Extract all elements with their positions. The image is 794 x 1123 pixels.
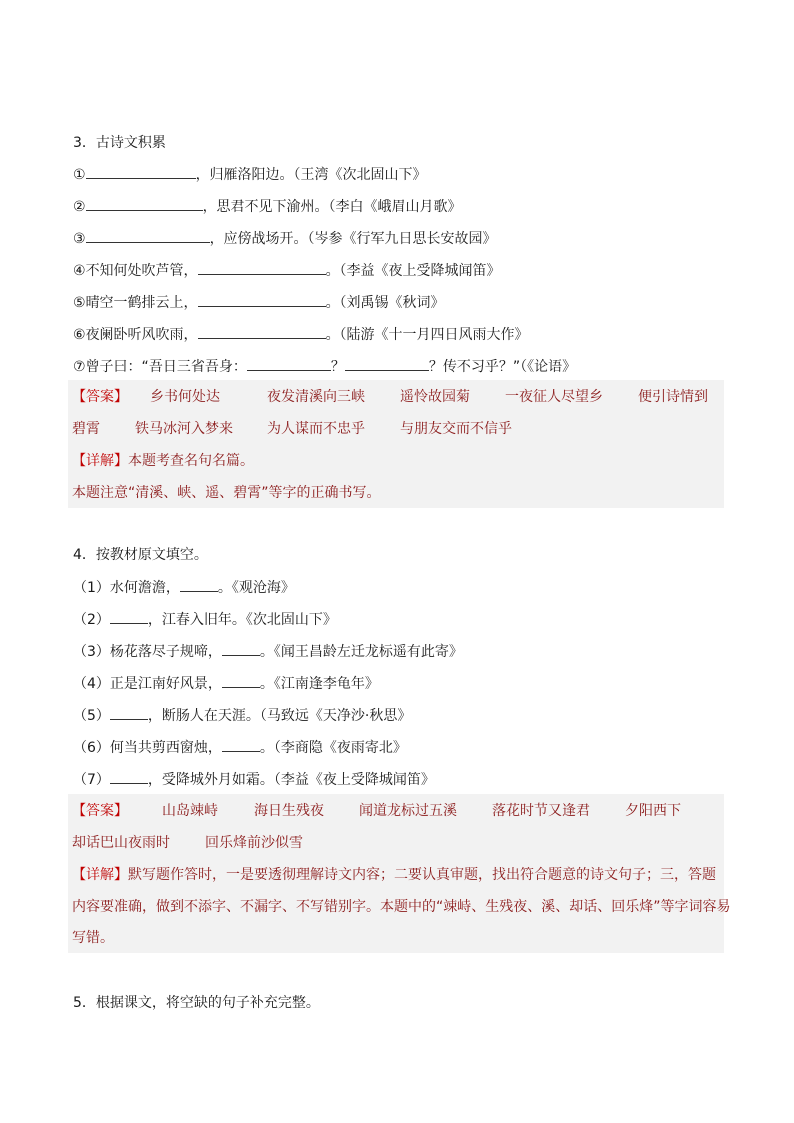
item-number: ① (73, 167, 86, 183)
answer-blank[interactable] (222, 641, 260, 656)
question-5-title: 5．根据课文，将空缺的句子补充完整。 (73, 995, 320, 1011)
item-number: ⑦ (73, 359, 86, 375)
answer-item: 乡书何处达 (150, 389, 220, 405)
item-number: （3） (73, 644, 110, 660)
answer-blank[interactable] (110, 705, 148, 720)
q3-item-3: ③ ，应傍战场开。（岑参《行军九日思长安故园》 (73, 228, 497, 249)
answer-item: 便引诗情到 (638, 389, 708, 405)
q4-item-6: （6）何当共剪西窗烛， 。（李商隐《夜雨寄北》 (73, 737, 407, 758)
q3-detail-row-2: 本题注意“清溪、峡、遥、碧霄”等字的正确书写。 (72, 485, 381, 501)
answer-blank[interactable] (222, 673, 260, 688)
answer-item: 一夜征人尽望乡 (505, 389, 603, 405)
q4-item-3: （3）杨花落尽子规啼， 。《闻王昌龄左迁龙标遥有此寄》 (73, 641, 463, 662)
answer-item: 山岛竦峙 (162, 803, 218, 819)
answer-item: 落花时节又逢君 (492, 803, 590, 819)
answer-blank[interactable] (86, 164, 196, 179)
detail-tag: 【详解】 (72, 453, 128, 469)
q4-detail-row-1: 【详解】默写题作答时，一是要透彻理解诗文内容；二要认真审题，找出符合题意的诗文句子；三，答题 (72, 867, 716, 883)
answer-item: 遥怜故园菊 (400, 389, 470, 405)
answer-item: 闻道龙标过五溪 (359, 803, 457, 819)
q4-answer-row-1 (72, 801, 720, 821)
answer-blank[interactable] (247, 356, 331, 371)
question-4-title: 4．按教材原文填空。 (73, 547, 208, 563)
item-number: （2） (73, 612, 110, 628)
q4-answer-box (68, 794, 731, 953)
q4-detail-row-3: 写错。 (72, 930, 114, 946)
q3-detail-row-1: 【详解】本题考查名句名篇。 (72, 453, 254, 469)
answer-blank[interactable] (180, 577, 218, 592)
answer-item: 夕阳西下 (625, 803, 681, 819)
answer-blank[interactable] (86, 228, 210, 243)
answer-item: 与朋友交而不信乎 (400, 421, 512, 437)
answer-blank[interactable] (222, 737, 260, 752)
item-number: （7） (73, 772, 110, 788)
detail-tag: 【详解】 (72, 867, 128, 883)
answer-item: 海日生残夜 (254, 803, 324, 819)
answer-item: 碧霄 (72, 421, 100, 437)
q3-item-4: ④不知何处吹芦管， 。（李益《夜上受降城闻笛》 (73, 260, 501, 281)
answer-blank[interactable] (110, 769, 148, 784)
item-number: ⑤ (73, 295, 86, 311)
answer-item: 却话巴山夜雨时 (72, 835, 170, 851)
q4-item-5: （5） ，断肠人在天涯。（马致远《天净沙·秋思》 (73, 705, 411, 726)
answer-blank[interactable] (198, 260, 326, 275)
answer-item: 铁马冰河入梦来 (135, 421, 233, 437)
q3-item-5: ⑤晴空一鹤排云上， 。（刘禹锡《秋词》 (73, 292, 445, 313)
answer-blank[interactable] (345, 356, 429, 371)
q3-item-2: ② ，思君不见下渝州。（李白《峨眉山月歌》 (73, 196, 462, 217)
answer-item: 为人谋而不忠乎 (267, 421, 365, 437)
answer-blank[interactable] (110, 609, 148, 624)
item-number: ② (73, 199, 86, 215)
q4-item-7: （7） ，受降城外月如霜。（李益《夜上受降城闻笛》 (73, 769, 435, 790)
answer-tag: 【答案】 (72, 389, 128, 405)
item-number: ③ (73, 231, 86, 247)
q3-answer-box (68, 380, 724, 508)
item-number: （6） (73, 740, 110, 756)
answer-item: 夜发清溪向三峡 (267, 389, 365, 405)
q3-item-6: ⑥夜阑卧听风吹雨， 。（陆游《十一月四日风雨大作》 (73, 324, 529, 345)
question-3-title: 3．古诗文积累 (73, 135, 166, 151)
item-number: ⑥ (73, 327, 86, 343)
answer-tag: 【答案】 (72, 803, 128, 819)
answer-blank[interactable] (86, 196, 203, 211)
q4-item-1: （1）水何澹澹， 。《观沧海》 (73, 577, 295, 598)
answer-item: 回乐烽前沙似雪 (205, 835, 303, 851)
q4-detail-row-2: 内容要准确，做到不添字、不漏字、不写错别字。本题中的“竦峙、生残夜、溪、却话、回乐烽”等字词容易 (72, 899, 731, 915)
item-number: （5） (73, 708, 110, 724)
item-number: （4） (73, 676, 110, 692)
q3-answer-row-1 (72, 387, 720, 407)
item-number: （1） (73, 580, 110, 596)
q3-item-7: ⑦曾子曰：“吾日三省吾身： ？ ？传不习乎？”（《论语》 (73, 356, 576, 377)
answer-blank[interactable] (198, 292, 326, 307)
q3-item-1: ① ，归雁洛阳边。（王湾《次北固山下》 (73, 164, 427, 185)
q4-item-2: （2） ，江春入旧年。《次北固山下》 (73, 609, 337, 630)
item-number: ④ (73, 263, 86, 279)
q4-item-4: （4）正是江南好风景， 。《江南逢李龟年》 (73, 673, 379, 694)
answer-blank[interactable] (198, 324, 326, 339)
